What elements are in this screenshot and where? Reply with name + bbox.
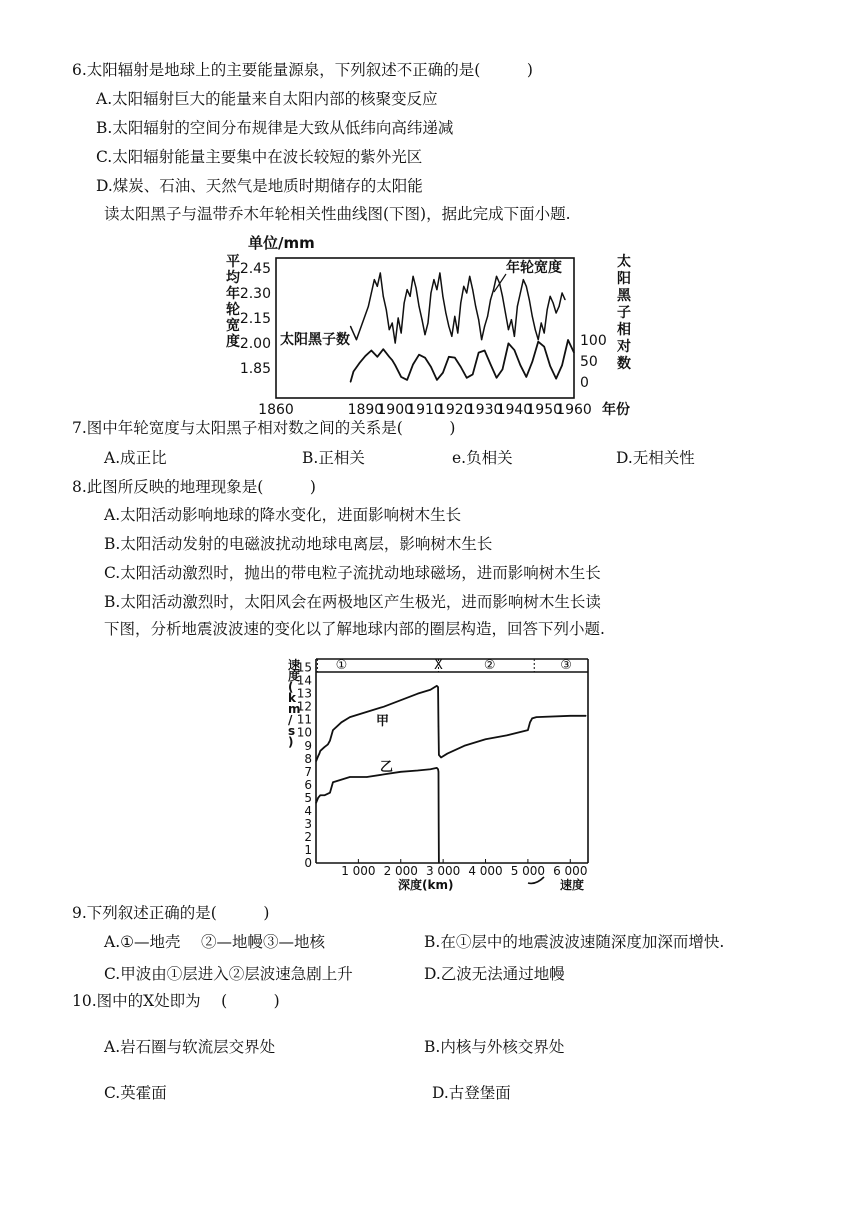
sunspot-point <box>508 343 509 344</box>
q7-option-d: D.无相关性 <box>616 449 695 467</box>
wave-yi-point <box>320 795 321 796</box>
x-tick-label: 1910 <box>407 402 443 418</box>
y-tick-label: 11 <box>296 712 312 727</box>
y-tick-label: 4 <box>304 803 312 818</box>
tree-ring-point <box>395 342 396 343</box>
q10-stem: 10.图中的X处即为 ( ) <box>72 992 280 1010</box>
x-tick-label: 1920 <box>436 402 473 418</box>
wave-jia-point <box>434 687 435 688</box>
sunspot-point <box>520 365 521 366</box>
units-label: 单位/mm <box>248 234 315 252</box>
tree-ring-point <box>529 299 530 300</box>
tree-ring-point <box>374 279 375 280</box>
y-tick-label: 2 <box>304 829 312 844</box>
layer-label: ① <box>335 658 348 673</box>
tree-ring-point <box>487 316 488 317</box>
layer-label: ② <box>483 658 496 673</box>
q10-option-d: D.古登堡面 <box>432 1084 511 1102</box>
series-label-tree-ring: 年轮宽度 <box>506 260 562 276</box>
wave-jia-point <box>532 718 533 719</box>
tree-ring-point <box>523 279 524 280</box>
sunspot-point <box>538 341 539 342</box>
sunspot-point <box>573 352 574 353</box>
y-tick-label: 8 <box>304 751 312 766</box>
tree-ring-point <box>368 306 369 307</box>
sunspot-point <box>436 379 437 380</box>
q7-option-c: e.负相关 <box>452 449 513 467</box>
sunspot-point <box>350 381 351 382</box>
tree-ring-point <box>559 306 560 307</box>
tree-ring-point <box>410 296 411 297</box>
y-tick-label: 0 <box>304 856 312 870</box>
wave-yi-point <box>436 767 437 768</box>
tree-ring-point <box>490 299 491 300</box>
q7-option-b: B.正相关 <box>302 449 365 467</box>
q9-stem: 9.下列叙述正确的是( ) <box>72 904 270 922</box>
tree-ring-point <box>493 289 494 290</box>
tree-ring-point <box>481 339 482 340</box>
tree-ring-point <box>356 339 357 340</box>
tree-ring-point <box>505 312 506 313</box>
wave-jia-point <box>438 754 439 755</box>
tree-ring-point <box>550 296 551 297</box>
q9-option-a: A.①—地壳 ②—地幔③—地核 <box>104 933 325 951</box>
tree-ring-point <box>511 319 512 320</box>
tree-ring-point <box>526 286 527 287</box>
wave-jia-point <box>320 750 321 751</box>
wave-yi-point <box>430 769 431 770</box>
q10-option-a: A.岩石圈与软流层交界处 <box>104 1038 276 1056</box>
tree-ring-point <box>383 296 384 297</box>
y-tick-label: 14 <box>296 673 312 688</box>
q7-option-a: A.成正比 <box>104 449 167 467</box>
y-tick-label: 12 <box>296 699 312 714</box>
x-tick-label: 1930 <box>466 402 503 418</box>
tree-ring-point <box>427 322 428 323</box>
left-tick-label: 2.00 <box>239 336 271 352</box>
wave-yi-point <box>341 779 342 780</box>
tree-ring-point <box>547 309 548 310</box>
sunspot-point <box>561 365 562 366</box>
tree-ring-point <box>433 279 434 280</box>
y-tick-label: 5 <box>304 790 312 805</box>
x-tick-label: 1900 <box>377 402 414 418</box>
sunspot-point <box>359 363 360 364</box>
sunspot-point <box>418 354 419 355</box>
q9-option-b: B.在①层中的地震波波速随深度加深而增快. <box>424 933 725 951</box>
sunspot-point <box>389 356 390 357</box>
tree-ring-point <box>502 296 503 297</box>
layer-label: ③ <box>560 658 572 673</box>
tree-ring-point <box>541 322 542 323</box>
x-tick-label: 4 000 <box>468 864 503 878</box>
sunspot-point <box>401 376 402 377</box>
q6-option-b: B.太阳辐射的空间分布规律是大致从低纬向高纬递减 <box>96 119 454 137</box>
tree-ring-point <box>564 299 565 300</box>
x-axis-unit: 年份 <box>602 402 630 418</box>
sunspot-point <box>377 356 378 357</box>
y-tick-label: 10 <box>296 725 312 740</box>
svg-text:速度(km/s): 速度( k m / s ) <box>288 658 301 749</box>
tree-ring-point <box>415 287 416 288</box>
wave-jia-point <box>464 745 465 746</box>
tree-ring-point <box>520 292 521 293</box>
x-tick-label: 5 000 <box>510 864 546 878</box>
svg-text:太阳黑子相对数: 太阳黑子相对数 <box>617 254 631 372</box>
left-tick-label: 2.15 <box>239 311 271 327</box>
y-tick-label: 1 <box>304 842 312 857</box>
q9-option-d: D.乙波无法通过地幔 <box>424 965 565 983</box>
tree-ring-point <box>392 322 393 323</box>
tree-ring-point <box>538 339 539 340</box>
wave-yi-point <box>349 776 350 777</box>
wave-jia-point <box>447 753 448 754</box>
wave-yi-line <box>316 768 439 863</box>
right-tick-label: 100 <box>580 333 607 349</box>
q8-stem: 8.此图所反映的地理现象是( ) <box>72 478 316 496</box>
tree-ring-point <box>478 319 479 320</box>
sunspot-tree-ring-figure <box>214 226 634 422</box>
tree-ring-point <box>439 272 440 273</box>
sunspot-point <box>466 377 467 378</box>
tree-ring-point <box>535 329 536 330</box>
wave-jia-point <box>366 711 367 712</box>
tree-ring-point <box>472 289 473 290</box>
wave-yi-point <box>400 771 401 772</box>
sunspot-point <box>371 350 372 351</box>
q8-option-c: C.太阳活动激烈时，抛出的带电粒子流扰动地球磁场，进而影响树木生长 <box>104 564 601 582</box>
tree-ring-point <box>469 276 470 277</box>
wave-yi-point <box>438 771 439 772</box>
series-label-jia: 甲 <box>376 714 390 729</box>
tree-ring-point <box>448 326 449 327</box>
tree-ring-point <box>532 316 533 317</box>
wave-yi-point <box>366 776 367 777</box>
y-tick-label: 7 <box>304 764 312 779</box>
x-tick-label: 6 000 <box>553 864 588 878</box>
x-tick-label: 1860 <box>258 402 294 418</box>
tree-ring-point <box>377 286 378 287</box>
y-tick-label: 15 <box>296 660 312 675</box>
tree-ring-point <box>424 334 425 335</box>
sunspot-point <box>567 339 568 340</box>
intro-paragraph-1: 读太阳黑子与温带乔木年轮相关性曲线图(下图)，据此完成下面小题. <box>104 205 571 223</box>
sunspot-point <box>424 357 425 358</box>
tree-ring-point <box>561 292 562 293</box>
tree-ring-point <box>398 317 399 318</box>
svg-text:平均年轮宽度: 平均年轮宽度 <box>226 254 240 350</box>
sunspot-point <box>412 364 413 365</box>
sunspot-point <box>365 355 366 356</box>
tree-ring-point <box>371 292 372 293</box>
wave-yi-point <box>438 823 439 824</box>
tree-ring-point <box>445 312 446 313</box>
sunspot-number-line <box>351 340 575 382</box>
series-label-sunspot: 太阳黑子数 <box>280 332 350 348</box>
x-tick-label: 1960 <box>556 402 592 418</box>
wave-jia-point <box>327 744 328 745</box>
wave-jia-point <box>440 757 441 758</box>
tree-ring-point <box>389 329 390 330</box>
sunspot-point <box>502 369 503 370</box>
tree-ring-point <box>508 329 509 330</box>
tree-ring-point <box>451 336 452 337</box>
wave-jia-point <box>436 685 437 686</box>
q6-option-a: A.太阳辐射巨大的能量来自太阳内部的核聚变反应 <box>96 90 438 108</box>
wave-jia-point <box>437 687 438 688</box>
y-tick-label: 13 <box>296 686 312 701</box>
tree-ring-point <box>496 276 497 277</box>
wave-jia-point <box>332 730 333 731</box>
sunspot-point <box>532 361 533 362</box>
sunspot-point <box>484 350 485 351</box>
q10-option-c: C.英霍面 <box>104 1084 167 1102</box>
wave-jia-point <box>318 756 319 757</box>
tree-ring-point <box>460 302 461 303</box>
wave-jia-point <box>383 706 384 707</box>
left-tick-label: 1.85 <box>239 361 271 377</box>
tree-ring-point <box>556 312 557 313</box>
sunspot-point <box>526 376 527 377</box>
q8-option-a: A.太阳活动影响地球的降水变化，进面影响树木生长 <box>104 506 462 524</box>
wave-jia-point <box>536 717 537 718</box>
wave-jia-point <box>485 739 486 740</box>
x-tick-label: 1890 <box>347 402 384 418</box>
layer-label: X <box>434 658 443 673</box>
sunspot-point <box>490 364 491 365</box>
tree-ring-point <box>457 332 458 333</box>
x-tick-label: 3 000 <box>425 864 461 878</box>
q10-option-b: B.内核与外核交界处 <box>424 1038 565 1056</box>
q8-option-d: B.太阳活动激烈时，太阳风会在两极地区产生极光，进而影响树木生长读 <box>104 593 601 611</box>
wave-jia-point <box>585 715 586 716</box>
wave-yi-point <box>318 797 319 798</box>
tree-ring-point <box>436 289 437 290</box>
sunspot-point <box>392 360 393 361</box>
x-axis-label: 深度(km) <box>398 878 454 892</box>
tree-ring-point <box>484 326 485 327</box>
sunspot-point <box>448 356 449 357</box>
tree-ring-point <box>442 296 443 297</box>
sunspot-tree-ring-chart <box>214 226 634 422</box>
wave-yi-point <box>417 770 418 771</box>
right-axis-label <box>616 253 632 372</box>
series-label-yi: 乙 <box>380 760 394 775</box>
y-tick-label: 3 <box>304 816 312 831</box>
tree-ring-point <box>517 306 518 307</box>
wave-jia-point <box>417 693 418 694</box>
left-tick-label: 2.30 <box>239 286 271 302</box>
sunspot-point <box>383 349 384 350</box>
x-tick-label: 1 000 <box>341 864 376 878</box>
wave-jia-point <box>430 689 431 690</box>
seismic-wave-figure <box>270 645 600 895</box>
wave-jia-point <box>400 700 401 701</box>
intro-paragraph-2: 下图，分析地震波波速的变化以了解地球内部的圈层构造，回答下列小题. <box>104 620 605 638</box>
sunspot-point <box>472 374 473 375</box>
wave-yi-point <box>329 792 330 793</box>
y-tick-label: 9 <box>304 738 312 753</box>
tree-ring-point <box>407 289 408 290</box>
q6-option-d: D.煤炭、石油、天然气是地质时期储存的太阳能 <box>96 177 423 195</box>
right-tick-label: 50 <box>580 354 598 370</box>
wave-jia-point <box>506 735 507 736</box>
left-axis-label <box>226 253 241 350</box>
sunspot-point <box>514 349 515 350</box>
tree-ring-point <box>412 276 413 277</box>
wave-yi-point <box>332 782 333 783</box>
wave-yi-point <box>438 862 439 863</box>
q8-option-b: B.太阳活动发射的电磁波扰动地球电离层，影响树木生长 <box>104 535 493 553</box>
wave-jia-point <box>315 761 316 762</box>
x-axis-extra-label: 速度 <box>560 878 585 892</box>
tree-ring-point <box>463 286 464 287</box>
tree-ring-point <box>544 332 545 333</box>
wave-jia-point <box>527 730 528 731</box>
tree-ring-point <box>514 336 515 337</box>
x-tick-label: 1940 <box>496 402 533 418</box>
tree-ring-point <box>553 302 554 303</box>
wave-jia-line <box>316 686 586 762</box>
wave-yi-point <box>324 795 325 796</box>
sunspot-point <box>550 365 551 366</box>
sunspot-point <box>460 366 461 367</box>
right-tick-label: 0 <box>580 375 589 391</box>
sunspot-point <box>407 379 408 380</box>
q6-option-c: C.太阳辐射能量主要集中在波长较短的紫外光区 <box>96 148 423 166</box>
sunspot-point <box>442 372 443 373</box>
sunspot-point <box>478 352 479 353</box>
wave-jia-point <box>319 753 320 754</box>
x-tick-label: 1950 <box>526 402 563 418</box>
wave-jia-point <box>324 746 325 747</box>
tree-ring-point <box>418 306 419 307</box>
wave-jia-point <box>341 722 342 723</box>
tree-ring-point <box>404 302 405 303</box>
left-tick-label: 2.45 <box>239 261 271 277</box>
wave-jia-point <box>329 740 330 741</box>
seismic-wave-chart <box>270 645 600 895</box>
tree-ring-point <box>350 326 351 327</box>
tree-ring-point <box>454 316 455 317</box>
y-tick-label: 6 <box>304 777 312 792</box>
sunspot-point <box>544 346 545 347</box>
wave-jia-point <box>570 715 571 716</box>
tree-ring-point <box>362 322 363 323</box>
q9-option-c: C.甲波由①层进入②层波速急剧上升 <box>104 965 353 983</box>
sunspot-point <box>353 371 354 372</box>
plot-frame <box>276 258 574 398</box>
wave-yi-point <box>315 802 316 803</box>
tree-ring-point <box>380 272 381 273</box>
tree-ring-point <box>430 292 431 293</box>
x-tick-label: 2 000 <box>383 864 418 878</box>
q6-stem: 6.太阳辐射是地球上的主要能量源泉，下列叙述不正确的是( ) <box>72 61 533 79</box>
sunspot-point <box>496 377 497 378</box>
tree-ring-point <box>475 306 476 307</box>
sunspot-point <box>556 378 557 379</box>
q7-stem: 7.图中年轮宽度与太阳黑子相对数之间的关系是( ) <box>72 419 456 437</box>
tree-ring-point <box>386 309 387 310</box>
tree-ring-point <box>401 332 402 333</box>
wave-jia-point <box>438 726 439 727</box>
wave-jia-point <box>529 722 530 723</box>
wave-jia-point <box>349 717 350 718</box>
tree-ring-point <box>421 319 422 320</box>
sunspot-point <box>395 365 396 366</box>
sunspot-point <box>430 366 431 367</box>
wave-yi-point <box>437 769 438 770</box>
sunspot-point <box>454 357 455 358</box>
tree-ring-point <box>466 292 467 293</box>
